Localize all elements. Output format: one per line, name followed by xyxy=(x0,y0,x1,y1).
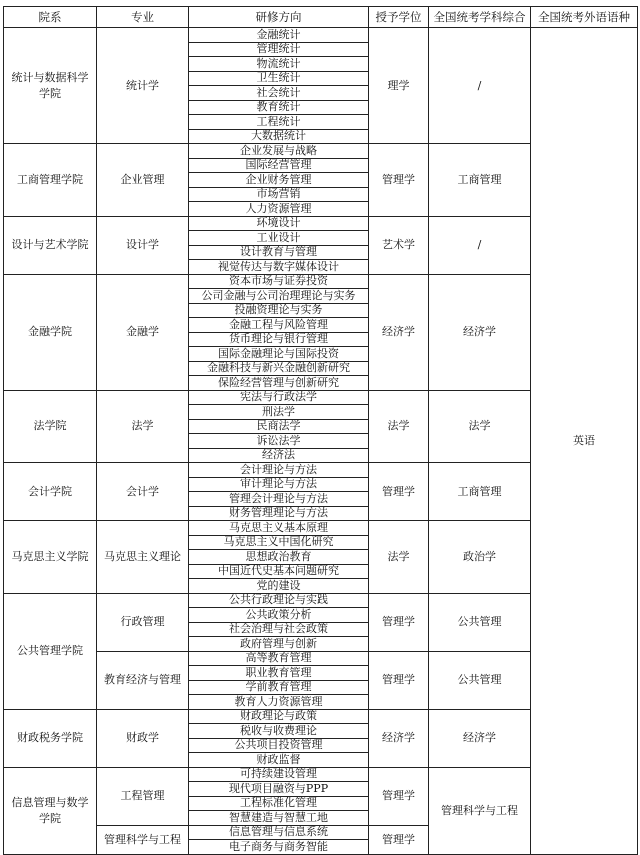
degree: 法学 xyxy=(369,521,429,594)
research-direction: 党的建设 xyxy=(189,579,369,594)
research-direction: 思想政治教育 xyxy=(189,550,369,565)
research-direction: 学前教育管理 xyxy=(189,680,369,695)
exam-subject: 经济学 xyxy=(429,274,531,390)
program-table xyxy=(3,6,638,855)
research-direction: 货币理论与银行管理 xyxy=(189,332,369,347)
major-name: 管理科学与工程 xyxy=(97,825,189,854)
major-name: 统计学 xyxy=(97,28,189,144)
research-direction: 政府管理与创新 xyxy=(189,637,369,652)
college-name: 会计学院 xyxy=(4,463,97,521)
degree: 管理学 xyxy=(369,767,429,825)
degree: 经济学 xyxy=(369,709,429,767)
header-direction: 研修方向 xyxy=(189,7,369,28)
research-direction: 税收与收费理论 xyxy=(189,724,369,739)
research-direction: 中国近代史基本问题研究 xyxy=(189,564,369,579)
header-degree: 授予学位 xyxy=(369,7,429,28)
table-row xyxy=(4,28,638,43)
major-name: 金融学 xyxy=(97,274,189,390)
degree: 经济学 xyxy=(369,274,429,390)
college-name: 财政税务学院 xyxy=(4,709,97,767)
research-direction: 卫生统计 xyxy=(189,71,369,86)
major-name: 设计学 xyxy=(97,216,189,274)
research-direction: 企业财务管理 xyxy=(189,173,369,188)
exam-subject: 工商管理 xyxy=(429,144,531,217)
major-name: 会计学 xyxy=(97,463,189,521)
research-direction: 民商法学 xyxy=(189,419,369,434)
research-direction: 人力资源管理 xyxy=(189,202,369,217)
degree: 法学 xyxy=(369,390,429,463)
research-direction: 设计教育与管理 xyxy=(189,245,369,260)
degree: 管理学 xyxy=(369,144,429,217)
research-direction: 教育人力资源管理 xyxy=(189,695,369,710)
table-header-row xyxy=(4,7,638,28)
exam-subject: 管理科学与工程 xyxy=(429,767,531,854)
college-name: 金融学院 xyxy=(4,274,97,390)
degree: 管理学 xyxy=(369,825,429,854)
research-direction: 市场营销 xyxy=(189,187,369,202)
research-direction: 会计理论与方法 xyxy=(189,463,369,478)
research-direction: 社会统计 xyxy=(189,86,369,101)
degree: 管理学 xyxy=(369,593,429,651)
header-college: 院系 xyxy=(4,7,97,28)
research-direction: 宪法与行政法学 xyxy=(189,390,369,405)
exam-subject: 公共管理 xyxy=(429,593,531,651)
research-direction: 信息管理与信息系统 xyxy=(189,825,369,840)
college-name: 统计与数据科学学院 xyxy=(4,28,97,144)
research-direction: 工业设计 xyxy=(189,231,369,246)
research-direction: 职业教育管理 xyxy=(189,666,369,681)
research-direction: 财政理论与政策 xyxy=(189,709,369,724)
foreign-language: 英语 xyxy=(531,28,638,855)
college-name: 公共管理学院 xyxy=(4,593,97,709)
major-name: 教育经济与管理 xyxy=(97,651,189,709)
exam-subject: 工商管理 xyxy=(429,463,531,521)
research-direction: 诉讼法学 xyxy=(189,434,369,449)
exam-subject: 政治学 xyxy=(429,521,531,594)
table-body xyxy=(4,28,638,855)
exam-subject: 经济学 xyxy=(429,709,531,767)
research-direction: 经济法 xyxy=(189,448,369,463)
research-direction: 社会治理与社会政策 xyxy=(189,622,369,637)
research-direction: 工程标准化管理 xyxy=(189,796,369,811)
research-direction: 财政监督 xyxy=(189,753,369,768)
research-direction: 环境设计 xyxy=(189,216,369,231)
research-direction: 大数据统计 xyxy=(189,129,369,144)
research-direction: 电子商务与商务智能 xyxy=(189,840,369,855)
college-name: 法学院 xyxy=(4,390,97,463)
major-name: 法学 xyxy=(97,390,189,463)
college-name: 设计与艺术学院 xyxy=(4,216,97,274)
degree: 管理学 xyxy=(369,651,429,709)
exam-subject: / xyxy=(429,216,531,274)
research-direction: 财务管理理论与方法 xyxy=(189,506,369,521)
research-direction: 审计理论与方法 xyxy=(189,477,369,492)
research-direction: 马克思主义中国化研究 xyxy=(189,535,369,550)
major-name: 工程管理 xyxy=(97,767,189,825)
research-direction: 工程统计 xyxy=(189,115,369,130)
research-direction: 现代项目融资与PPP xyxy=(189,782,369,797)
research-direction: 高等教育管理 xyxy=(189,651,369,666)
research-direction: 刑法学 xyxy=(189,405,369,420)
research-direction: 金融统计 xyxy=(189,28,369,43)
research-direction: 保险经营管理与创新研究 xyxy=(189,376,369,391)
major-name: 马克思主义理论 xyxy=(97,521,189,594)
research-direction: 公司金融与公司治理理论与实务 xyxy=(189,289,369,304)
major-name: 企业管理 xyxy=(97,144,189,217)
research-direction: 金融工程与风险管理 xyxy=(189,318,369,333)
research-direction: 马克思主义基本原理 xyxy=(189,521,369,536)
exam-subject: 公共管理 xyxy=(429,651,531,709)
degree: 艺术学 xyxy=(369,216,429,274)
degree: 理学 xyxy=(369,28,429,144)
research-direction: 管理统计 xyxy=(189,42,369,57)
research-direction: 物流统计 xyxy=(189,57,369,72)
research-direction: 投融资理论与实务 xyxy=(189,303,369,318)
degree: 管理学 xyxy=(369,463,429,521)
research-direction: 管理会计理论与方法 xyxy=(189,492,369,507)
research-direction: 国际经营管理 xyxy=(189,158,369,173)
research-direction: 公共政策分析 xyxy=(189,608,369,623)
exam-subject: / xyxy=(429,28,531,144)
research-direction: 资本市场与证券投资 xyxy=(189,274,369,289)
college-name: 信息管理与数学学院 xyxy=(4,767,97,854)
research-direction: 视觉传达与数字媒体设计 xyxy=(189,260,369,275)
research-direction: 金融科技与新兴金融创新研究 xyxy=(189,361,369,376)
college-name: 马克思主义学院 xyxy=(4,521,97,594)
research-direction: 企业发展与战略 xyxy=(189,144,369,159)
header-major: 专业 xyxy=(97,7,189,28)
research-direction: 公共项目投资管理 xyxy=(189,738,369,753)
exam-subject: 法学 xyxy=(429,390,531,463)
major-name: 行政管理 xyxy=(97,593,189,651)
header-foreign-language: 全国统考外语语种 xyxy=(531,7,638,28)
research-direction: 智慧建造与智慧工地 xyxy=(189,811,369,826)
research-direction: 教育统计 xyxy=(189,100,369,115)
header-exam-subject: 全国统考学科综合 xyxy=(429,7,531,28)
research-direction: 可持续建设管理 xyxy=(189,767,369,782)
research-direction: 公共行政理论与实践 xyxy=(189,593,369,608)
college-name: 工商管理学院 xyxy=(4,144,97,217)
major-name: 财政学 xyxy=(97,709,189,767)
research-direction: 国际金融理论与国际投资 xyxy=(189,347,369,362)
